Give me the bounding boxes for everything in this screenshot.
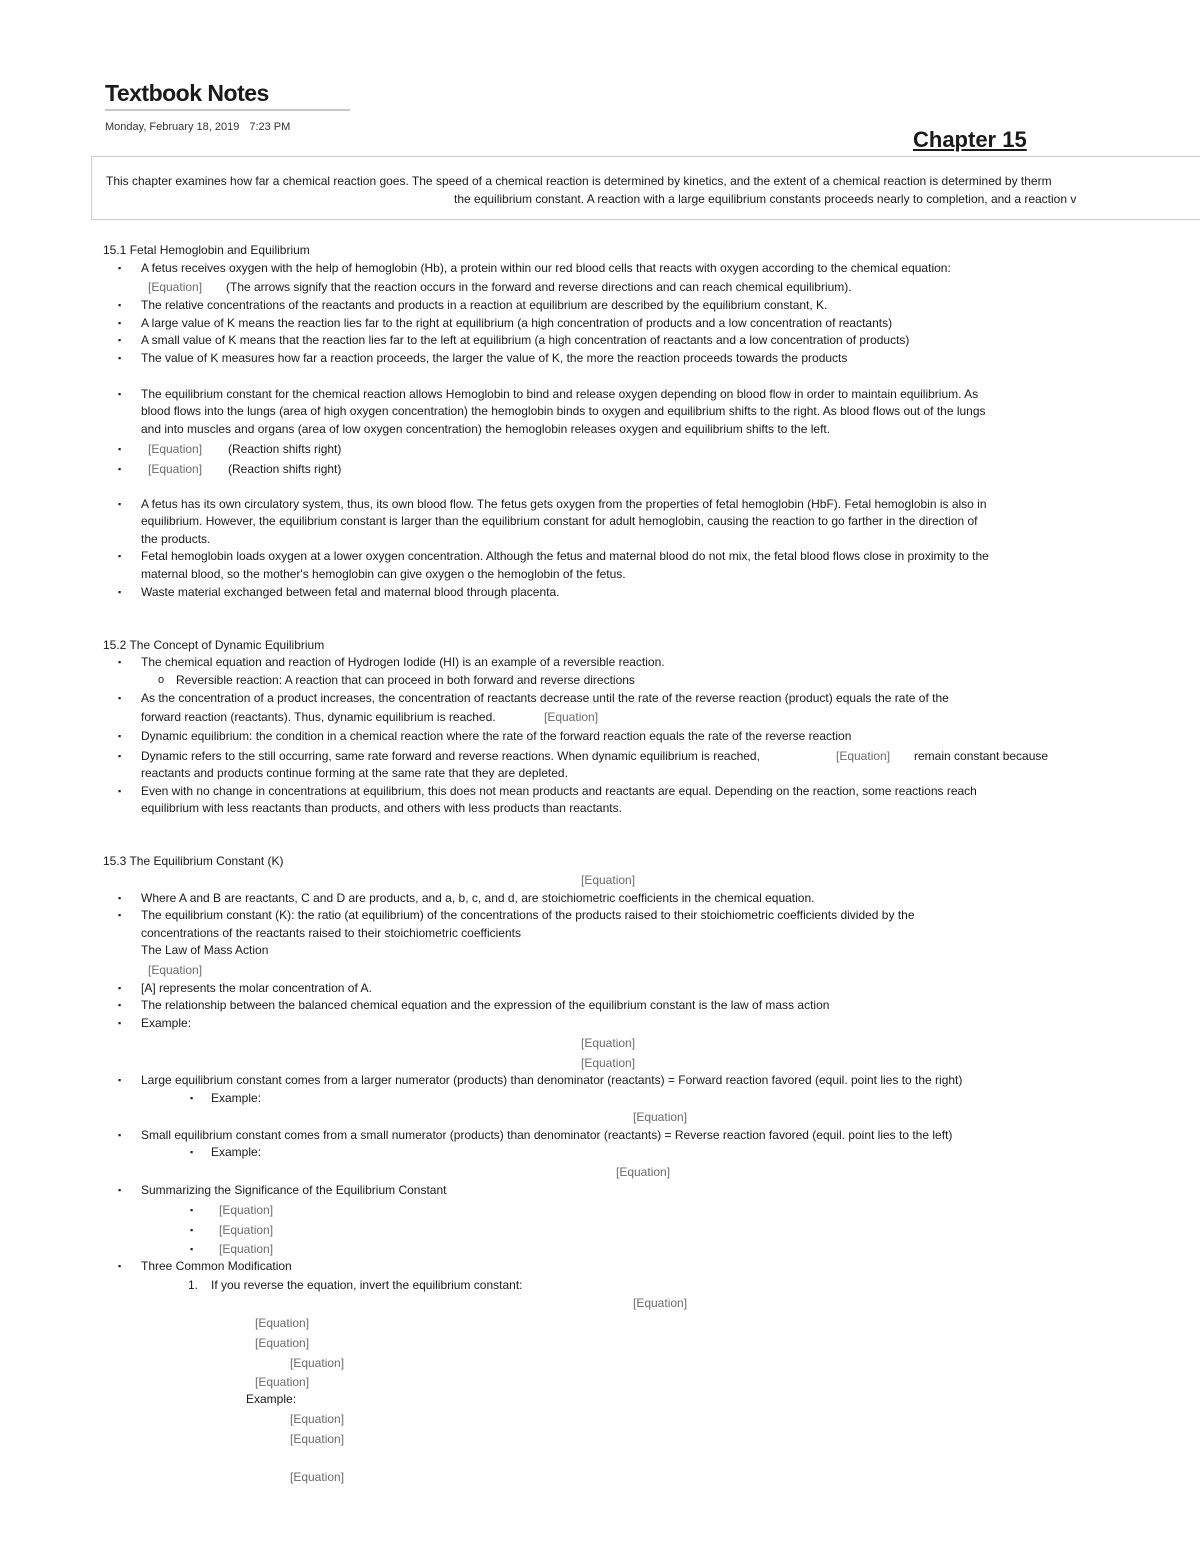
bullet-glyph: ▪ — [118, 499, 122, 509]
equation-placeholder: [Equation] — [633, 1110, 688, 1124]
bullet-glyph: ▪ — [190, 1147, 194, 1157]
bullet-glyph: ▪ — [118, 389, 122, 399]
sub-bullet-glyph: o — [158, 674, 165, 686]
bullet-glyph: ▪ — [190, 1093, 194, 1103]
equation-placeholder: [Equation] — [633, 1296, 688, 1310]
s2-bullet-5-line-1: Even with no change in concentrations at equilibrium, this does not mean products and reactants are equal. Depending on the reaction, some reactions reach — [141, 784, 977, 798]
bullet-glyph: ▪ — [118, 335, 122, 345]
equation-placeholder: [Equation] — [255, 1375, 310, 1389]
s1-shift-2: (Reaction shifts right) — [228, 462, 342, 476]
s1-bullet-6-line-3: and into muscles and organs (area of low oxygen concentration) the hemoglobin releases oxygen and equilibrium shifts to the left. — [141, 422, 831, 436]
s1-bullet-6-line-1: The equilibrium constant for the chemical reaction allows Hemoglobin to bind and release oxygen depending on blood flow in order to maintain equilibrium. As — [141, 387, 979, 401]
intro-line-1: This chapter examines how far a chemical reaction goes. The speed of a chemical reaction is determined by kinetics, and the extent of a chemical reaction is determined by therm — [106, 174, 1052, 188]
s3-bullet-6: Large equilibrium constant comes from a larger numerator (products) than denominator (reactants) = Forward reaction favored (equil. point lies to the right) — [141, 1073, 963, 1087]
s1-bullet-8-line-2: maternal blood, so the mother's hemoglobin can give oxygen o the hemoglobin of the fetus. — [141, 567, 626, 581]
s1-bullet-1: A fetus receives oxygen with the help of hemoglobin (Hb), a protein within our red blood cells that reacts with oxygen according to the chemical equation: — [141, 261, 951, 275]
bullet-glyph: ▪ — [118, 910, 122, 920]
equation-placeholder: [Equation] — [544, 710, 599, 724]
s2-bullet-5-line-2: equilibrium with less reactants than products, and others with less products than reactants. — [141, 801, 622, 815]
intro-line-2: the equilibrium constant. A reaction with a large equilibrium constants proceeds nearly to completion, and a reaction v — [454, 192, 1077, 206]
bullet-glyph: ▪ — [118, 464, 122, 474]
s1-shift-1: (Reaction shifts right) — [228, 442, 342, 456]
s3-bullet-9: Three Common Modification — [141, 1259, 292, 1273]
s1-bullet-9: Waste material exchanged between fetal and maternal blood through placenta. — [141, 585, 560, 599]
bullet-glyph: ▪ — [190, 1205, 194, 1215]
s1-bullet-6-line-2: blood flows into the lungs (area of high oxygen concentration) the hemoglobin binds to oxygen and equilibrium shifts to the right. As blood flows out of the lungs — [141, 404, 986, 418]
s2-sub-bullet-1: Reversible reaction: A reaction that can proceed in both forward and reverse directions — [176, 673, 635, 687]
note-date: Monday, February 18, 2019 — [105, 121, 240, 133]
bullet-glyph: ▪ — [190, 1244, 194, 1254]
s3-bullet-6-example: Example: — [211, 1091, 262, 1105]
bullet-glyph: ▪ — [118, 263, 122, 273]
equation-placeholder: [Equation] — [290, 1412, 345, 1426]
bullet-glyph: ▪ — [118, 1261, 122, 1271]
bullet-glyph: ▪ — [118, 1018, 122, 1028]
s3-bullet-1: Where A and B are reactants, C and D are products, and a, b, c, and d, are stoichiometric coefficients in the chemical equation. — [141, 891, 815, 905]
equation-placeholder: [Equation] — [219, 1223, 274, 1237]
equation-placeholder: [Equation] — [255, 1336, 310, 1350]
bullet-glyph: ▪ — [118, 751, 122, 761]
law-of-mass-action-label: The Law of Mass Action — [141, 943, 269, 957]
equation-placeholder: [Equation] — [836, 749, 891, 763]
s3-bullet-3: [A] represents the molar concentration of A. — [141, 981, 372, 995]
page-title: Textbook Notes — [105, 80, 269, 106]
s3-bullet-7-example: Example: — [211, 1145, 262, 1159]
numbered-item-marker: 1. — [188, 1278, 199, 1292]
note-time: 7:23 PM — [249, 121, 291, 133]
note-datetime — [105, 121, 290, 133]
bullet-glyph: ▪ — [118, 731, 122, 741]
s1-bullet-7-line-1: A fetus has its own circulatory system, thus, its own blood flow. The fetus gets oxygen from the properties of fetal hemoglobin (HbF). Fetal hemoglobin is also in — [141, 497, 987, 511]
bullet-glyph: ▪ — [118, 551, 122, 561]
bullet-glyph: ▪ — [118, 1185, 122, 1195]
s1-bullet-2: The relative concentrations of the reactants and products in a reaction at equilibrium are described by the equilibrium constant, K. — [141, 298, 828, 312]
bullet-glyph: ▪ — [118, 444, 122, 454]
bullet-glyph: ▪ — [118, 786, 122, 796]
s2-bullet-3: Dynamic equilibrium: the condition in a chemical reaction where the rate of the forward reaction equals the rate of the reverse reaction — [141, 729, 852, 743]
equation-placeholder: [Equation] — [581, 1056, 636, 1070]
s3-bullet-2-line-1: The equilibrium constant (K): the ratio (at equilibrium) of the concentrations of the products raised to their stoichiometric coefficients divided by the — [141, 908, 915, 922]
equation-placeholder: [Equation] — [290, 1432, 345, 1446]
equation-placeholder: [Equation] — [616, 1165, 671, 1179]
s1-bullet-3: A large value of K means the reaction lies far to the right at equilibrium (a high concentration of products and a low concentration of reactants) — [141, 316, 893, 330]
equation-placeholder: [Equation] — [581, 1036, 636, 1050]
s1-bullet-1-note: (The arrows signify that the reaction occurs in the forward and reverse directions and can reach chemical equilibrium). — [226, 280, 852, 294]
equation-placeholder: [Equation] — [148, 462, 203, 476]
s2-bullet-4-line-1a: Dynamic refers to the still occurring, same rate forward and reverse reactions. When dynamic equilibrium is reached, — [141, 749, 760, 763]
equation-placeholder: [Equation] — [148, 442, 203, 456]
s1-bullet-8-line-1: Fetal hemoglobin loads oxygen at a lower oxygen concentration. Although the fetus and maternal blood do not mix, the fetal blood flows close in proximity to the — [141, 549, 989, 563]
s1-bullet-7-line-2: equilibrium. However, the equilibrium constant is larger than the equilibrium constant for adult hemoglobin, causing the reaction to go farther in the direction of — [141, 514, 978, 528]
bullet-glyph: ▪ — [118, 587, 122, 597]
bullet-glyph: ▪ — [118, 318, 122, 328]
s3-bullet-5: Example: — [141, 1016, 192, 1030]
equation-placeholder: [Equation] — [148, 280, 203, 294]
equation-placeholder: [Equation] — [290, 1356, 345, 1370]
s2-bullet-4-line-2: reactants and products continue forming at the same rate that they are depleted. — [141, 766, 568, 780]
bullet-glyph: ▪ — [118, 657, 122, 667]
bullet-glyph: ▪ — [118, 693, 122, 703]
equation-placeholder: [Equation] — [148, 963, 203, 977]
equation-placeholder: [Equation] — [219, 1242, 274, 1256]
s2-bullet-4-line-1b: remain constant because — [914, 749, 1049, 763]
s3-numbered-item-1: If you reverse the equation, invert the equilibrium constant: — [211, 1278, 523, 1292]
section-heading-15-3: 15.3 The Equilibrium Constant (K) — [103, 854, 284, 868]
example-label: Example: — [246, 1392, 297, 1406]
bullet-glyph: ▪ — [118, 983, 122, 993]
title-underline — [105, 109, 350, 111]
s1-bullet-5: The value of K measures how far a reaction proceeds, the larger the value of K, the more the reaction proceeds towards the products — [141, 351, 848, 365]
s3-bullet-7: Small equilibrium constant comes from a small numerator (products) than denominator (reactants) = Reverse reaction favored (equil. point lies to the left) — [141, 1128, 953, 1142]
s2-bullet-1: The chemical equation and reaction of Hydrogen Iodide (HI) is an example of a reversible reaction. — [141, 655, 665, 669]
section-heading-15-1: 15.1 Fetal Hemoglobin and Equilibrium — [103, 243, 310, 257]
equation-placeholder: [Equation] — [290, 1470, 345, 1484]
bullet-glyph: ▪ — [118, 1130, 122, 1140]
bullet-glyph: ▪ — [118, 1075, 122, 1085]
s2-bullet-2-line-1: As the concentration of a product increases, the concentration of reactants decrease until the rate of the reverse reaction (product) equals the rate of the — [141, 691, 949, 705]
equation-placeholder: [Equation] — [255, 1316, 310, 1330]
bullet-glyph: ▪ — [118, 1000, 122, 1010]
equation-placeholder: [Equation] — [219, 1203, 274, 1217]
section-heading-15-2: 15.2 The Concept of Dynamic Equilibrium — [103, 638, 325, 652]
s3-bullet-4: The relationship between the balanced chemical equation and the expression of the equilibrium constant is the law of mass action — [141, 998, 830, 1012]
intro-container — [91, 156, 1200, 220]
s1-bullet-7-line-3: the products. — [141, 532, 211, 546]
equation-placeholder: [Equation] — [581, 873, 636, 887]
bullet-glyph: ▪ — [118, 300, 122, 310]
chapter-heading: Chapter 15 — [913, 127, 1027, 152]
s2-bullet-2-line-2: forward reaction (reactants). Thus, dynamic equilibrium is reached. — [141, 710, 496, 724]
s3-bullet-2-line-2: concentrations of the reactants raised to their stoichiometric coefficients — [141, 926, 521, 940]
bullet-glyph: ▪ — [118, 893, 122, 903]
s3-bullet-8: Summarizing the Significance of the Equilibrium Constant — [141, 1183, 447, 1197]
bullet-glyph: ▪ — [190, 1225, 194, 1235]
bullet-glyph: ▪ — [118, 353, 122, 363]
s1-bullet-4: A small value of K means that the reaction lies far to the left at equilibrium (a high concentration of reactants and a low concentration of products) — [141, 333, 910, 347]
